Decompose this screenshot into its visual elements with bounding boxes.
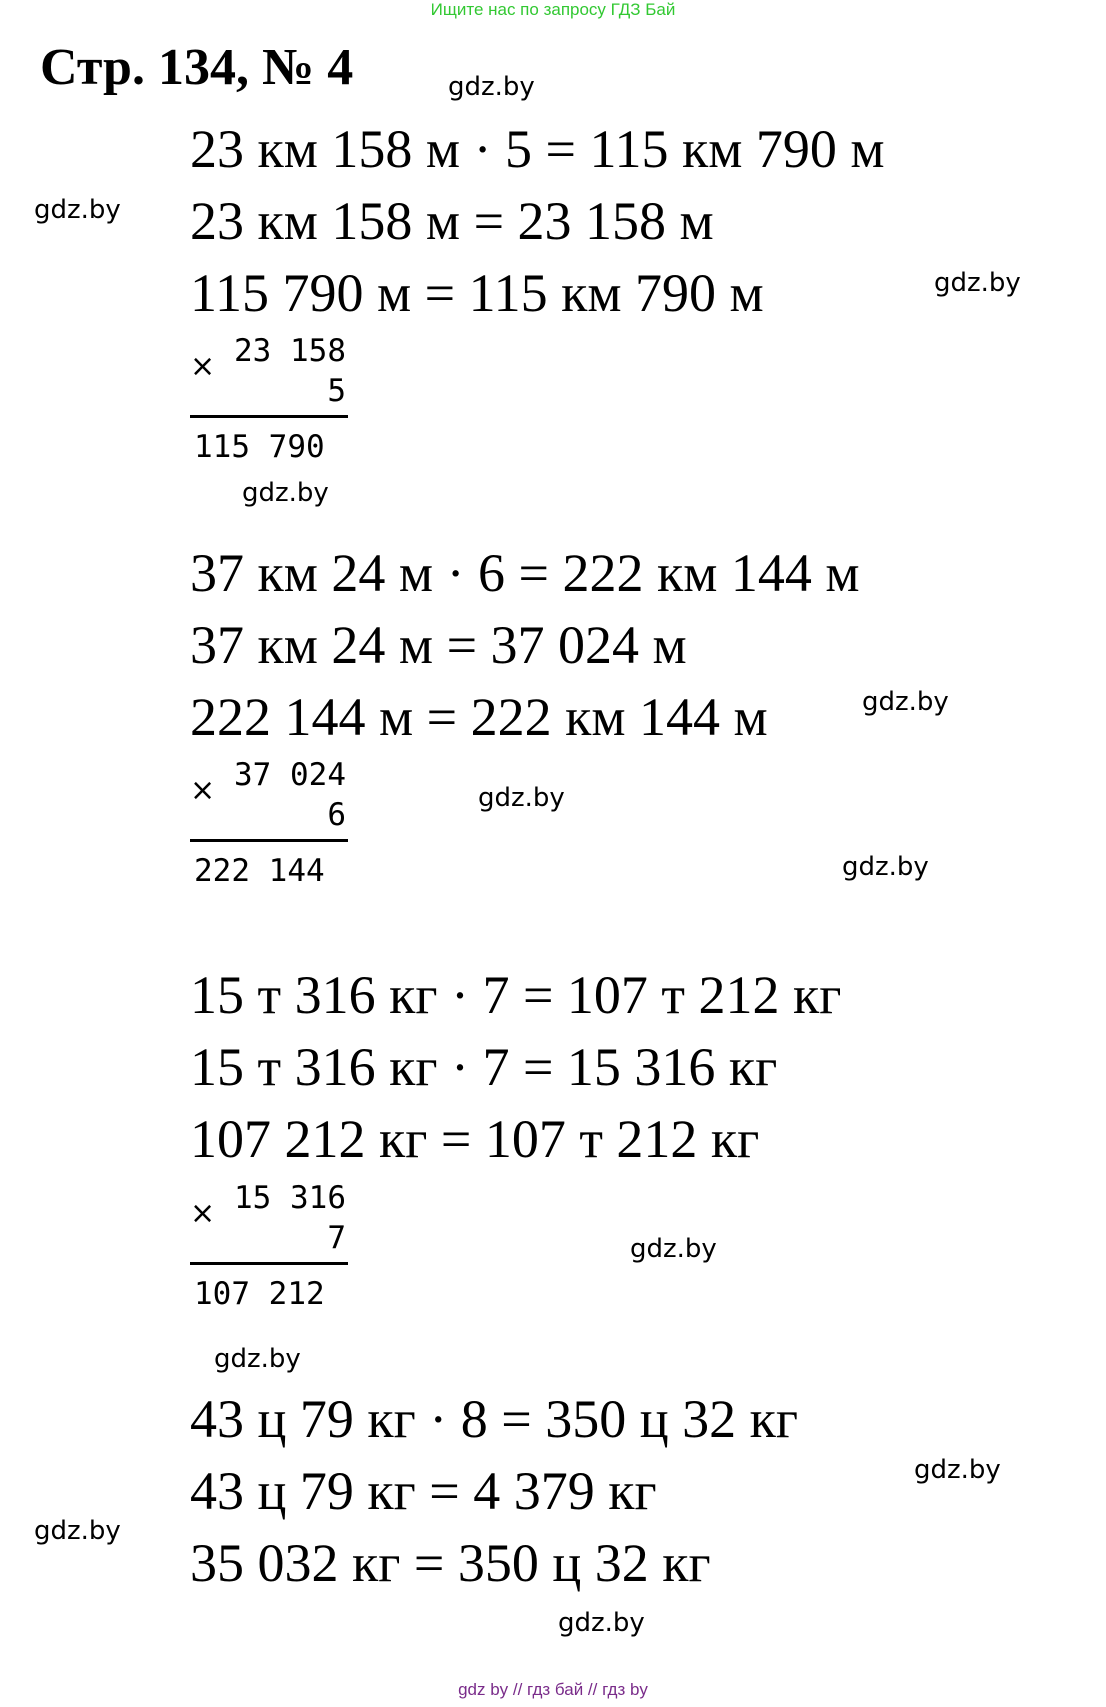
column-multiplication (190, 333, 350, 466)
watermark: gdz.by (242, 478, 329, 508)
page-title: Стр. 134, № 4 (40, 39, 354, 96)
equation-line: 115 790 м = 115 км 790 м (190, 263, 764, 323)
watermark: gdz.by (842, 852, 929, 882)
footer-links[interactable]: gdz by // гдз бай // гдз by (458, 1680, 648, 1699)
equation-line: 222 144 м = 222 км 144 м (190, 687, 768, 747)
watermark: gdz.by (914, 1455, 1001, 1485)
watermark: gdz.by (34, 1516, 121, 1546)
result-bar (190, 415, 348, 418)
multiply-sign: × (190, 773, 216, 808)
multiplicand: 23 158 (234, 333, 346, 369)
equation-line: 15 т 316 кг · 7 = 107 т 212 кг (190, 965, 842, 1025)
column-multiplication (190, 757, 350, 890)
equation-line: 37 км 24 м = 37 024 м (190, 615, 687, 675)
watermark: gdz.by (214, 1344, 301, 1374)
multiplier: 5 (327, 373, 346, 409)
watermark: gdz.by (862, 687, 949, 717)
product: 107 212 (194, 1276, 325, 1312)
result-bar (190, 839, 348, 842)
equation-line: 43 ц 79 кг · 8 = 350 ц 32 кг (190, 1389, 799, 1449)
equation-line: 37 км 24 м · 6 = 222 км 144 м (190, 543, 860, 603)
watermark: gdz.by (934, 268, 1021, 298)
equation-line: 43 ц 79 кг = 4 379 кг (190, 1461, 657, 1521)
equation-line: 35 032 кг = 350 ц 32 кг (190, 1533, 711, 1593)
equation-line: 107 212 кг = 107 т 212 кг (190, 1109, 760, 1169)
multiplicand: 15 316 (234, 1180, 346, 1216)
multiplicand: 37 024 (234, 757, 346, 793)
equation-line: 23 км 158 м = 23 158 м (190, 191, 714, 251)
top-banner[interactable]: Ищите нас по запросу ГДЗ Бай (430, 0, 676, 19)
watermark: gdz.by (34, 195, 121, 225)
watermark: gdz.by (478, 783, 565, 813)
multiply-sign: × (190, 349, 216, 384)
multiplier: 7 (327, 1220, 346, 1256)
column-multiplication (190, 1180, 350, 1313)
watermark: gdz.by (448, 72, 535, 102)
product: 222 144 (194, 853, 325, 889)
multiply-sign: × (190, 1196, 216, 1231)
result-bar (190, 1262, 348, 1265)
equation-line: 15 т 316 кг · 7 = 15 316 кг (190, 1037, 778, 1097)
multiplier: 6 (327, 797, 346, 833)
product: 115 790 (194, 429, 325, 465)
equation-line: 23 км 158 м · 5 = 115 км 790 м (190, 119, 885, 179)
watermark: gdz.by (630, 1234, 717, 1264)
watermark: gdz.by (558, 1608, 645, 1638)
